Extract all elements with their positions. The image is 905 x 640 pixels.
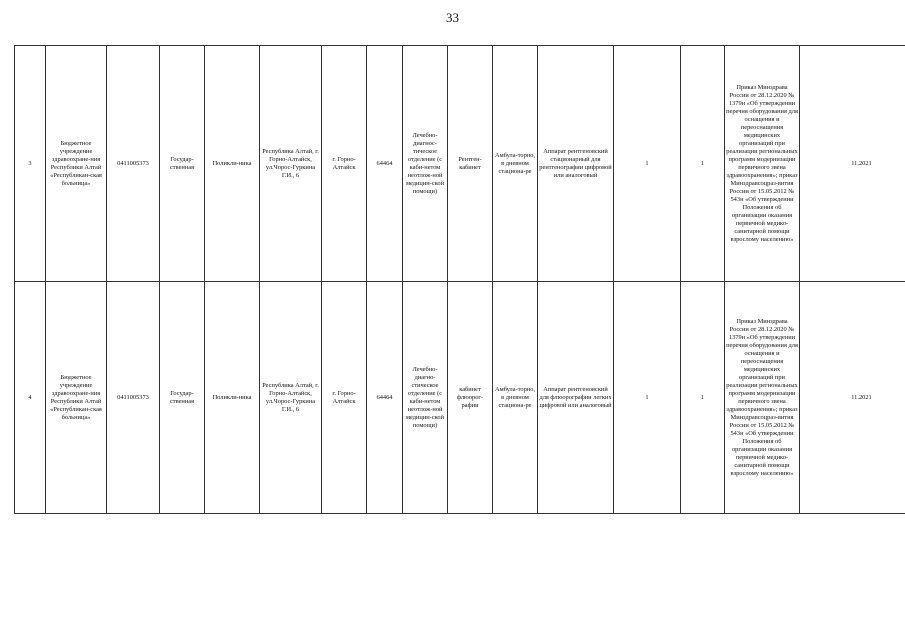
code-cell: 64464 (367, 46, 403, 282)
table-row (15, 282, 905, 514)
room-cell: Рентген-кабинет (448, 46, 493, 282)
unit-cell: Поликли-ника (205, 282, 260, 514)
unit-cell: Поликли-ника (205, 46, 260, 282)
row-number: 3 (15, 46, 46, 282)
quantity-cell: 1 (681, 282, 725, 514)
quantity-cell: 1 (614, 282, 681, 514)
address-cell: Республика Алтай, г. Горно-Алтайск, ул.Чорос-Гуркина Г.И., 6 (260, 46, 322, 282)
order-cell: Приказ Минздрава России от 28.12.2020 № 1379н «Об утверждении перечня оборудования для оснащения и переоснащения медицинских организаций при реализации региональных программ модернизации первичного звена здравоохранения»; приказ Минздравсоцраз-вития России от 15.05.2012 № 543н «Об утверждении Положения об организации оказания первичной медико-санитарной помощи взрослому населению» (725, 46, 800, 282)
city-cell: г. Горно-Алтайск (322, 282, 367, 514)
care-cell: Амбула-торно, в дневном стациона-ре (493, 46, 538, 282)
department-cell: Лечебно-диагно-стическое отделение (с каби-нетом неотлож-ной медицин-ской помощи) (403, 282, 448, 514)
room-cell: кабинет флюорог-рафии (448, 282, 493, 514)
date-cell: 11.2021 (800, 282, 905, 514)
date-cell: 11.2021 (800, 46, 905, 282)
page-number: 33 (446, 10, 459, 25)
order-cell: Приказ Минздрава России от 28.12.2020 № 1379н «Об утверждении перечня оборудования для оснащения и переоснащения медицинских организаций при реализации региональных программ модернизации первичного звена здравоохранения»; приказ Минздравсоцраз-вития России от 15.05.2012 № 543н «Об утверждении Положения об организации оказания первичной медико-санитарной помощи взрослому населению» (725, 282, 800, 514)
ownership-cell: Государ-ственная (160, 46, 205, 282)
equipment-cell: Аппарат рентгеновский для флюорографии легких цифровой или аналоговый (538, 282, 614, 514)
code-cell: 64464 (367, 282, 403, 514)
quantity-cell: 1 (681, 46, 725, 282)
inn-cell: 0411005373 (107, 46, 160, 282)
row-number: 4 (15, 282, 46, 514)
table-row (15, 46, 905, 282)
institution-name: Бюджетное учреждение здравоохране-ния Республики Алтай «Республикан-ская больница» (46, 46, 107, 282)
department-cell: Лечебно-диагнос-тическое отделение (с каби-нетом неотлож-ной медицин-ской помощи) (403, 46, 448, 282)
quantity-cell: 1 (614, 46, 681, 282)
equipment-table (14, 45, 905, 514)
address-cell: Республика Алтай, г. Горно-Алтайск, ул.Чорос-Гуркина Г.И., 6 (260, 282, 322, 514)
city-cell: г. Горно-Алтайск (322, 46, 367, 282)
equipment-cell: Аппарат рентгеновский стационарный для рентгенографии цифровой или аналоговый (538, 46, 614, 282)
ownership-cell: Государ-ственная (160, 282, 205, 514)
care-cell: Амбула-торно, в дневном стациона-ре (493, 282, 538, 514)
inn-cell: 0411005373 (107, 282, 160, 514)
institution-name: Бюджетное учреждение здравоохране-ния Республики Алтай «Республикан-ская больница» (46, 282, 107, 514)
